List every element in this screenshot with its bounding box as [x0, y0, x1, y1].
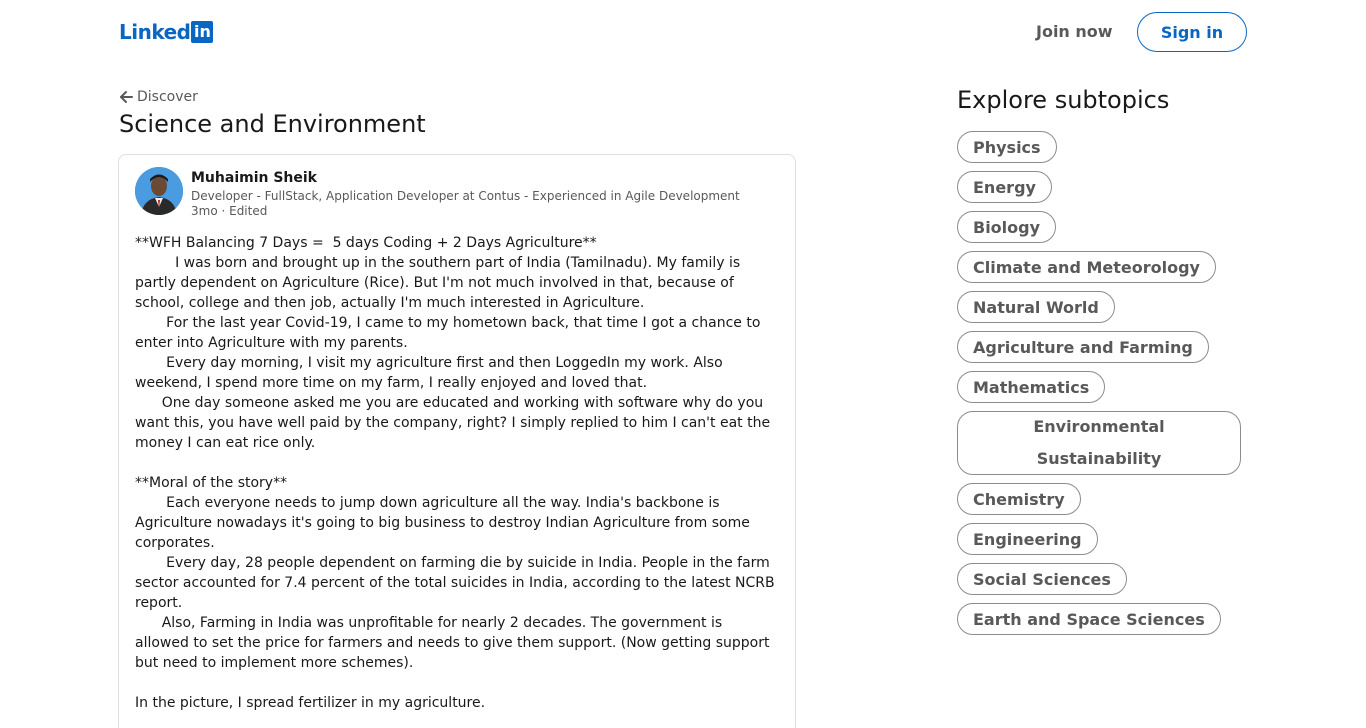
- subtopic-environmental-sustainability[interactable]: [957, 411, 1241, 475]
- post-line: corporates.: [135, 535, 215, 551]
- post-line: enter into Agriculture with my parents.: [135, 335, 408, 351]
- subtopic-physics[interactable]: Physics: [957, 131, 1057, 163]
- post-line: Every day, 28 people dependent on farming die by suicide in India. People in the farm: [135, 555, 770, 571]
- post-line: Every day morning, I visit my agriculture first and then LoggedIn my work. Also: [135, 355, 723, 371]
- arrow-left-icon: [119, 90, 133, 104]
- join-now-link[interactable]: Join now: [1036, 22, 1113, 41]
- post-line: One day someone asked me you are educated and working with software why do you: [135, 395, 764, 411]
- post-line: want this, you have well paid by the company, right? I simply replied to him I can't eat the: [135, 415, 771, 431]
- post-line: money I can eat rice only.: [135, 435, 316, 451]
- post-line: [135, 673, 785, 693]
- subtopic-agriculture-and-farming[interactable]: Agriculture and Farming: [957, 331, 1209, 363]
- post-line: but need to implement more schemes).: [135, 655, 414, 671]
- author-headline: Developer - FullStack, Application Developer at Contus - Experienced in Agile Development: [191, 189, 740, 203]
- post-line: I was born and brought up in the southern part of India (Tamilnadu). My family is: [135, 255, 741, 271]
- subtopic-climate-and-meteorology[interactable]: Climate and Meteorology: [957, 251, 1216, 283]
- post-line: school, college and then job, actually I'm much interested in Agriculture.: [135, 295, 645, 311]
- post-line: Agriculture nowadays it's going to big business to destroy Indian Agriculture from some: [135, 515, 750, 531]
- subtopic-engineering[interactable]: Engineering: [957, 523, 1098, 555]
- post-line: For the last year Covid-19, I came to my hometown back, that time I got a chance to: [135, 315, 761, 331]
- subtopic-chemistry[interactable]: Chemistry: [957, 483, 1081, 515]
- avatar[interactable]: [135, 167, 183, 215]
- subtopic-biology[interactable]: Biology: [957, 211, 1056, 243]
- post-line: partly dependent on Agriculture (Rice). But I'm not much involved in that, because of: [135, 275, 734, 291]
- post-line: allowed to set the price for farmers and needs to give them support. (Now getting support: [135, 635, 770, 651]
- author-name[interactable]: Muhaimin Sheik: [191, 170, 317, 186]
- logo-in-box: in: [191, 21, 213, 43]
- subtopic-environmental-line2: Sustainability: [1036, 449, 1162, 468]
- subtopic-natural-world[interactable]: Natural World: [957, 291, 1115, 323]
- post-line: sector accounted for 7.4 percent of the total suicides in India, according to the latest NCRB: [135, 575, 775, 591]
- subtopic-social-sciences[interactable]: Social Sciences: [957, 563, 1127, 595]
- post-line: In the picture, I spread fertilizer in my agriculture.: [135, 695, 486, 711]
- post-line: report.: [135, 595, 183, 611]
- subtopic-earth-and-space-sciences[interactable]: Earth and Space Sciences: [957, 603, 1221, 635]
- post-body: [135, 233, 785, 713]
- breadcrumb[interactable]: [119, 88, 198, 106]
- sign-in-button[interactable]: Sign in: [1137, 12, 1247, 52]
- post-line: [135, 453, 785, 473]
- subtopic-mathematics[interactable]: Mathematics: [957, 371, 1105, 403]
- subtopic-environmental-line1: Environmental: [1033, 417, 1165, 436]
- explore-subtopics-title: Explore subtopics: [957, 86, 1170, 114]
- post-line: **WFH Balancing 7 Days = 5 days Coding + 2 Days Agriculture**: [135, 235, 597, 251]
- post-line: Each everyone needs to jump down agriculture all the way. India's backbone is: [135, 495, 720, 511]
- breadcrumb-label: Discover: [137, 89, 198, 105]
- linkedin-logo[interactable]: [119, 21, 213, 43]
- post-meta: 3mo · Edited: [191, 204, 268, 218]
- subtopic-energy[interactable]: Energy: [957, 171, 1052, 203]
- post-line: weekend, I spend more time on my farm, I really enjoyed and loved that.: [135, 375, 648, 391]
- page-title: Science and Environment: [119, 110, 426, 138]
- post-line: Also, Farming in India was unprofitable for nearly 2 decades. The government is: [135, 615, 723, 631]
- post-line: **Moral of the story**: [135, 475, 288, 491]
- post-card: [118, 154, 796, 728]
- logo-wordmark: Linked: [119, 20, 191, 44]
